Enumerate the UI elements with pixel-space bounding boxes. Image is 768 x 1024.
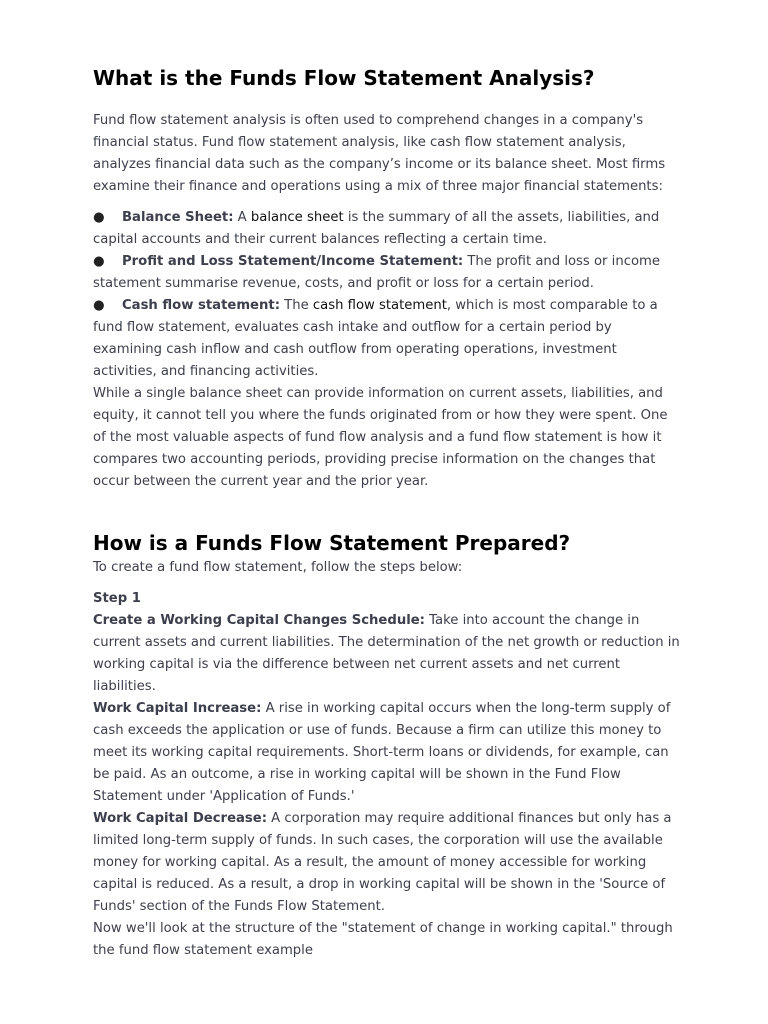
bullet-label: Balance Sheet: <box>122 210 234 225</box>
bullet-text: The <box>279 298 313 313</box>
section-title-how-prepared: How is a Funds Flow Statement Prepared? <box>93 531 571 555</box>
step-label-text: Step 1 <box>93 591 141 606</box>
statement-bullet-list <box>93 207 683 383</box>
section2-body <box>93 557 683 962</box>
bullet-text: , which is most comparable to a fund flow statement, evaluates cash intake and outflow for a certain period by examining cash inflow and cash outflow from operating operations, investment activities, and financing activities. <box>93 298 658 379</box>
item-work-capital-increase <box>93 698 683 808</box>
bullet-text: A <box>233 210 251 225</box>
section1-body <box>93 110 683 493</box>
item-label: Work Capital Decrease: <box>93 811 267 826</box>
bullet-icon: ● <box>93 210 105 225</box>
closing-paragraph: While a single balance sheet can provide information on current assets, liabilities, and equity, it cannot tell you where the funds originated from or how they were spent. One of the most valuable aspects of fund flow analysis and a fund flow statement is how it compares two accounting periods, providing precise information on the changes that occur between the current year and the prior year. <box>93 386 668 489</box>
balance-sheet-link[interactable]: balance sheet <box>250 210 344 225</box>
bullet-text: is the summary of all the assets, liabilities, and capital accounts and their current balances reflecting a certain time. <box>93 210 660 247</box>
steps-intro: To create a fund flow statement, follow the steps below: <box>93 560 463 575</box>
item-work-capital-decrease <box>93 808 683 918</box>
intro-paragraph: Fund flow statement analysis is often used to comprehend changes in a company's financial status. Fund flow statement analysis, like cash flow statement analysis, analyzes financial data such as the company’s income or its balance sheet. Most firms examine their finance and operations using a mix of three major financial statements: <box>93 113 666 194</box>
step-label <box>93 588 683 610</box>
bullet-label: Profit and Loss Statement/Income Statement: <box>122 254 464 269</box>
item-text: Take into account the change in current assets and current liabilities. The determination of the net growth or reduction in working capital is via the difference between net current assets and net current liabilities. <box>93 613 680 694</box>
bullet-balance-sheet <box>93 207 683 251</box>
bullet-label: Cash flow statement: <box>122 298 280 313</box>
item-working-capital-schedule <box>93 610 683 698</box>
item-text: A corporation may require additional finances but only has a limited long-term supply of funds. In such cases, the corporation will use the available money for working capital. As a result, the amount of money accessible for working capital is reduced. As a result, a drop in working capital will be shown in the 'Source of Funds' section of the Funds Flow Statement. <box>93 811 672 914</box>
item-label: Create a Working Capital Changes Schedule: <box>93 613 425 628</box>
item-text: A rise in working capital occurs when the long-term supply of cash exceeds the application or use of funds. Because a firm can utilize this money to meet its working capital requirements. Short-term loans or dividends, for example, can be paid. As an outcome, a rise in working capital will be shown in the Fund Flow Statement under 'Application of Funds.' <box>93 701 671 804</box>
bullet-profit-loss <box>93 251 683 295</box>
section-title-funds-flow-analysis: What is the Funds Flow Statement Analysis? <box>93 66 595 90</box>
item-label: Work Capital Increase: <box>93 701 262 716</box>
bullet-icon: ● <box>93 254 105 269</box>
bullet-icon: ● <box>93 298 105 313</box>
bullet-text: The profit and loss or income statement summarise revenue, costs, and profit or loss for a certain period. <box>93 254 660 291</box>
bullet-cash-flow <box>93 295 683 383</box>
section2-closing: Now we'll look at the structure of the "statement of change in working capital." through the fund flow statement example <box>93 921 673 958</box>
cash-flow-statement-link[interactable]: cash flow statement <box>312 298 447 313</box>
